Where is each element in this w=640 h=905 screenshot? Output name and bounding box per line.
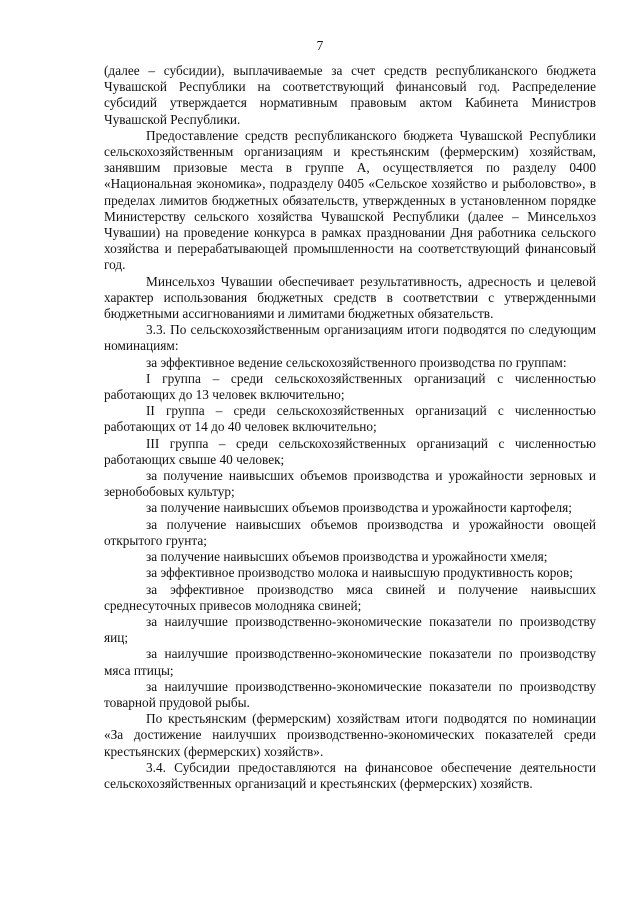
page-number: 7 xyxy=(316,38,324,53)
paragraph: II группа – среди сельскохозяйственных организаций с численностью работающих от 14 до 40 человек включительно; xyxy=(104,403,596,435)
paragraph: за получение наивысших объемов производства и урожайности картофеля; xyxy=(146,500,572,516)
document-body xyxy=(104,63,596,792)
paragraph: I группа – среди сельскохозяйственных организаций с численностью работающих до 13 человек включительно; xyxy=(104,370,596,403)
paragraph: за получение наивысших объемов производства и урожайности хмеля; xyxy=(146,549,548,565)
paragraph: за наилучшие производственно-экономические показатели по производству яиц; xyxy=(104,613,596,646)
paragraph: Предоставление средств республиканского бюджета Чувашской Республики сельскохозяйственным организациям и крестьянским (фермерским) хозяйствам, занявшим призовые места в группе А, осуществляется по разделу 0400 «Национальная экономика», подразделу 0405 «Сельское хозяйство и рыболовство», в пределах лимитов бюджетных обязательств, утвержденных в установленном порядке Министерству сельского хозяйства Чувашской Республики (далее – Минсельхоз Чувашии) на проведение конкурса в рамках праздновании Дня работника сельского хозяйства и перерабатывающей промышленности на соответствующий финансовый год. xyxy=(104,127,596,273)
paragraph: Минсельхоз Чувашии обеспечивает результативность, адресность и целевой характер использования бюджетных средств в соответствии с утвержденными бюджетными ассигнованиями и лимитами бюджетных обязательств. xyxy=(104,273,596,322)
paragraph: за наилучшие производственно-экономические показатели по производству мяса птицы; xyxy=(104,646,596,678)
paragraph: за получение наивысших объемов производства и урожайности овощей открытого грунта; xyxy=(104,516,596,548)
paragraph: за эффективное производство молока и наивысшую продуктивность коров; xyxy=(146,565,573,581)
paragraph: за эффективное ведение сельскохозяйственного производства по группам: xyxy=(146,354,567,370)
paragraph: за наилучшие производственно-экономические показатели по производству товарной прудовой рыбы. xyxy=(104,678,596,710)
paragraph: По крестьянским (фермерским) хозяйствам итоги подводятся по номинации «За достижение наилучших производственно-экономических показателей среди крестьянских (фермерских) хозяйств». xyxy=(104,711,596,759)
paragraph: 3.4. Субсидии предоставляются на финансовое обеспечение деятельности сельскохозяйственных организаций и крестьянских (фермерских) хозяйств. xyxy=(104,759,596,791)
paragraph: III группа – среди сельскохозяйственных организаций с численностью работающих свыше 40 человек; xyxy=(104,435,596,467)
paragraph: за эффективное производство мяса свиней и получение наивысших среднесуточных привесов молодняка свиней; xyxy=(104,581,596,613)
paragraph: за получение наивысших объемов производства и урожайности зерновых и зернобобовых культур; xyxy=(104,468,596,500)
paragraph: (далее – субсидии), выплачиваемые за счет средств республиканского бюджета Чувашской Республики на соответствующий финансовый год. Распределение субсидий утверждается нормативным правовым актом Кабинета Министров Чувашской Республики. xyxy=(104,63,596,127)
paragraph: 3.3. По сельскохозяйственным организациям итоги подводятся по следующим номинациям: xyxy=(104,322,596,354)
